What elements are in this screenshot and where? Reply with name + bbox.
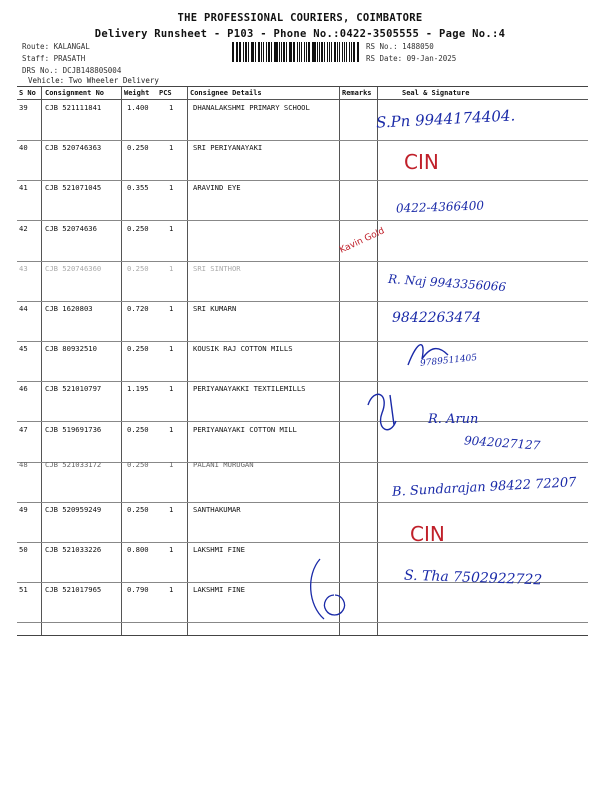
row-sno: 43 bbox=[19, 263, 28, 273]
table-row bbox=[17, 301, 588, 342]
row-consignment-no: CJB 1620803 bbox=[45, 304, 93, 313]
row-consignment-no: CJB 521071045 bbox=[45, 183, 102, 193]
table-row bbox=[17, 140, 588, 181]
row-consignee: PALANI MURUGAN bbox=[193, 459, 254, 469]
col-pcs-header: PCS bbox=[159, 89, 172, 97]
row-consignee: LAKSHMI FINE bbox=[193, 545, 245, 555]
row-weight: 0.720 bbox=[127, 304, 149, 313]
row-weight: 1.195 bbox=[127, 384, 149, 394]
row-sno: 44 bbox=[19, 304, 28, 313]
table-row bbox=[17, 341, 588, 382]
row-consignee: KOUSIK RAJ COTTON MILLS bbox=[193, 344, 293, 354]
row-pcs: 1 bbox=[169, 344, 174, 354]
col-consignee-header: Consignee Details bbox=[190, 89, 262, 97]
row-consignment-no: CJB 520959249 bbox=[45, 505, 102, 514]
row-consignee: SRI PERIYANAYAKI bbox=[193, 143, 263, 153]
row-weight: 0.250 bbox=[127, 505, 149, 514]
col-remarks-header: Remarks bbox=[342, 89, 372, 97]
row-consignee: SRI KUMARN bbox=[193, 304, 237, 313]
row-consignee: PERIYANAYAKI COTTON MILL bbox=[193, 424, 297, 434]
row-sno: 51 bbox=[19, 585, 28, 595]
row-consignment-no: CJB 52074636 bbox=[45, 223, 97, 233]
col-weight-header: Weight bbox=[124, 89, 150, 97]
row-sno: 41 bbox=[19, 183, 28, 193]
table-row bbox=[17, 381, 588, 422]
row-pcs: 1 bbox=[169, 505, 174, 514]
row-pcs: 1 bbox=[169, 143, 174, 153]
row-consignment-no: CJB 521033172 bbox=[45, 459, 102, 469]
row-weight: 0.250 bbox=[127, 424, 149, 434]
row-consignee: SRI SINTHOR bbox=[193, 263, 241, 273]
row-weight: 0.250 bbox=[127, 459, 149, 469]
row-sno: 39 bbox=[19, 103, 28, 112]
runsheet-subtitle: Delivery Runsheet - P103 - Phone No.:0422-3505555 - Page No.:4 bbox=[94, 28, 506, 40]
row-weight: 0.250 bbox=[127, 263, 149, 273]
staff-label: Staff: PRASATH bbox=[22, 54, 86, 63]
table-row bbox=[17, 502, 588, 543]
row-pcs: 1 bbox=[169, 384, 174, 394]
col-sno-header: S No bbox=[19, 89, 36, 97]
row-pcs: 1 bbox=[169, 545, 174, 555]
signature-row-39: S.Pn 9944174404. bbox=[375, 106, 516, 132]
row-weight: 0.355 bbox=[127, 183, 149, 193]
row-pcs: 1 bbox=[169, 103, 174, 112]
table-row bbox=[17, 180, 588, 221]
signature-scribble-46 bbox=[360, 385, 420, 445]
signature-row-50: S. Tha 7502922722 bbox=[403, 567, 543, 589]
barcode bbox=[232, 42, 360, 62]
row-consignment-no: CJB 520746363 bbox=[45, 143, 102, 153]
row-weight: 0.800 bbox=[127, 545, 149, 555]
row-weight: 0.250 bbox=[127, 223, 149, 233]
table-row bbox=[17, 221, 588, 262]
signature-scribble-45 bbox=[404, 335, 454, 370]
row-consignee: SANTHAKUMAR bbox=[193, 505, 241, 514]
row-sno: 45 bbox=[19, 344, 28, 354]
row-sno: 46 bbox=[19, 384, 28, 394]
row-consignment-no: CJB 521111841 bbox=[45, 103, 102, 112]
row-consignee: PERIYANAYAKKI TEXTILEMILLS bbox=[193, 384, 306, 394]
row-sno: 49 bbox=[19, 505, 28, 514]
vehicle-label: Vehicle: Two Wheeler Delivery bbox=[28, 76, 159, 85]
row-pcs: 1 bbox=[169, 424, 174, 434]
row-consignment-no: CJB 521010797 bbox=[45, 384, 102, 394]
row-weight: 0.790 bbox=[127, 585, 149, 595]
drs-number: DRS No.: DCJB14880S004 bbox=[22, 66, 122, 75]
signature-row-45: 9789511405 bbox=[419, 353, 478, 369]
row-consignment-no: CJB 520746360 bbox=[45, 263, 102, 273]
signature-row-46: R. Arun bbox=[428, 412, 479, 427]
signature-row-41: 0422-4366400 bbox=[395, 198, 485, 216]
row-weight: 0.250 bbox=[127, 143, 149, 153]
row-consignee: LAKSHMI FINE bbox=[193, 585, 245, 595]
signature-row-44: 9842263474 bbox=[392, 310, 482, 326]
row-sno: 42 bbox=[19, 223, 28, 233]
row-sno: 40 bbox=[19, 143, 28, 153]
row-pcs: 1 bbox=[169, 585, 174, 595]
row-consignment-no: CJB 80932510 bbox=[45, 344, 97, 354]
cin-note-row-40: CIN bbox=[404, 150, 439, 174]
row-sno: 47 bbox=[19, 424, 28, 434]
rs-date: RS Date: 09-Jan-2025 bbox=[366, 54, 457, 63]
row-consignee: ARAVIND EYE bbox=[193, 183, 241, 193]
signature-row-47: 9042027127 bbox=[463, 433, 541, 453]
signature-row-43: R. Naj 9943356066 bbox=[387, 271, 507, 295]
row-weight: 0.250 bbox=[127, 344, 149, 354]
row-consignment-no: CJB 519691736 bbox=[45, 424, 102, 434]
rs-number: RS No.: 1488050 bbox=[366, 42, 434, 51]
row-sno: 48 bbox=[19, 459, 28, 469]
row-consignee: DHANALAKSHMI PRIMARY SCHOOL bbox=[193, 103, 310, 112]
row-pcs: 1 bbox=[169, 183, 174, 193]
signature-row-48: B. Sundarajan 98422 72207 bbox=[391, 475, 577, 500]
row-weight: 1.400 bbox=[127, 103, 149, 112]
col-seal-header: Seal & Signature bbox=[402, 89, 470, 97]
company-title: THE PROFESSIONAL COURIERS, COIMBATORE bbox=[177, 12, 423, 24]
row-pcs: 1 bbox=[169, 263, 174, 273]
remark-row-42: Kavin Gold bbox=[338, 226, 387, 256]
row-pcs: 1 bbox=[169, 304, 174, 313]
col-consignment-header: Consignment No bbox=[45, 89, 105, 97]
row-pcs: 1 bbox=[169, 459, 174, 469]
cin-note-row-49: CIN bbox=[410, 522, 445, 546]
row-pcs: 1 bbox=[169, 223, 174, 233]
route-label: Route: KALANGAL bbox=[22, 42, 90, 51]
runsheet-table bbox=[17, 86, 588, 636]
row-consignment-no: CJB 521017965 bbox=[45, 585, 102, 595]
row-consignment-no: CJB 521033226 bbox=[45, 545, 102, 555]
row-sno: 50 bbox=[19, 545, 28, 555]
signature-scribble-50 bbox=[300, 555, 360, 625]
